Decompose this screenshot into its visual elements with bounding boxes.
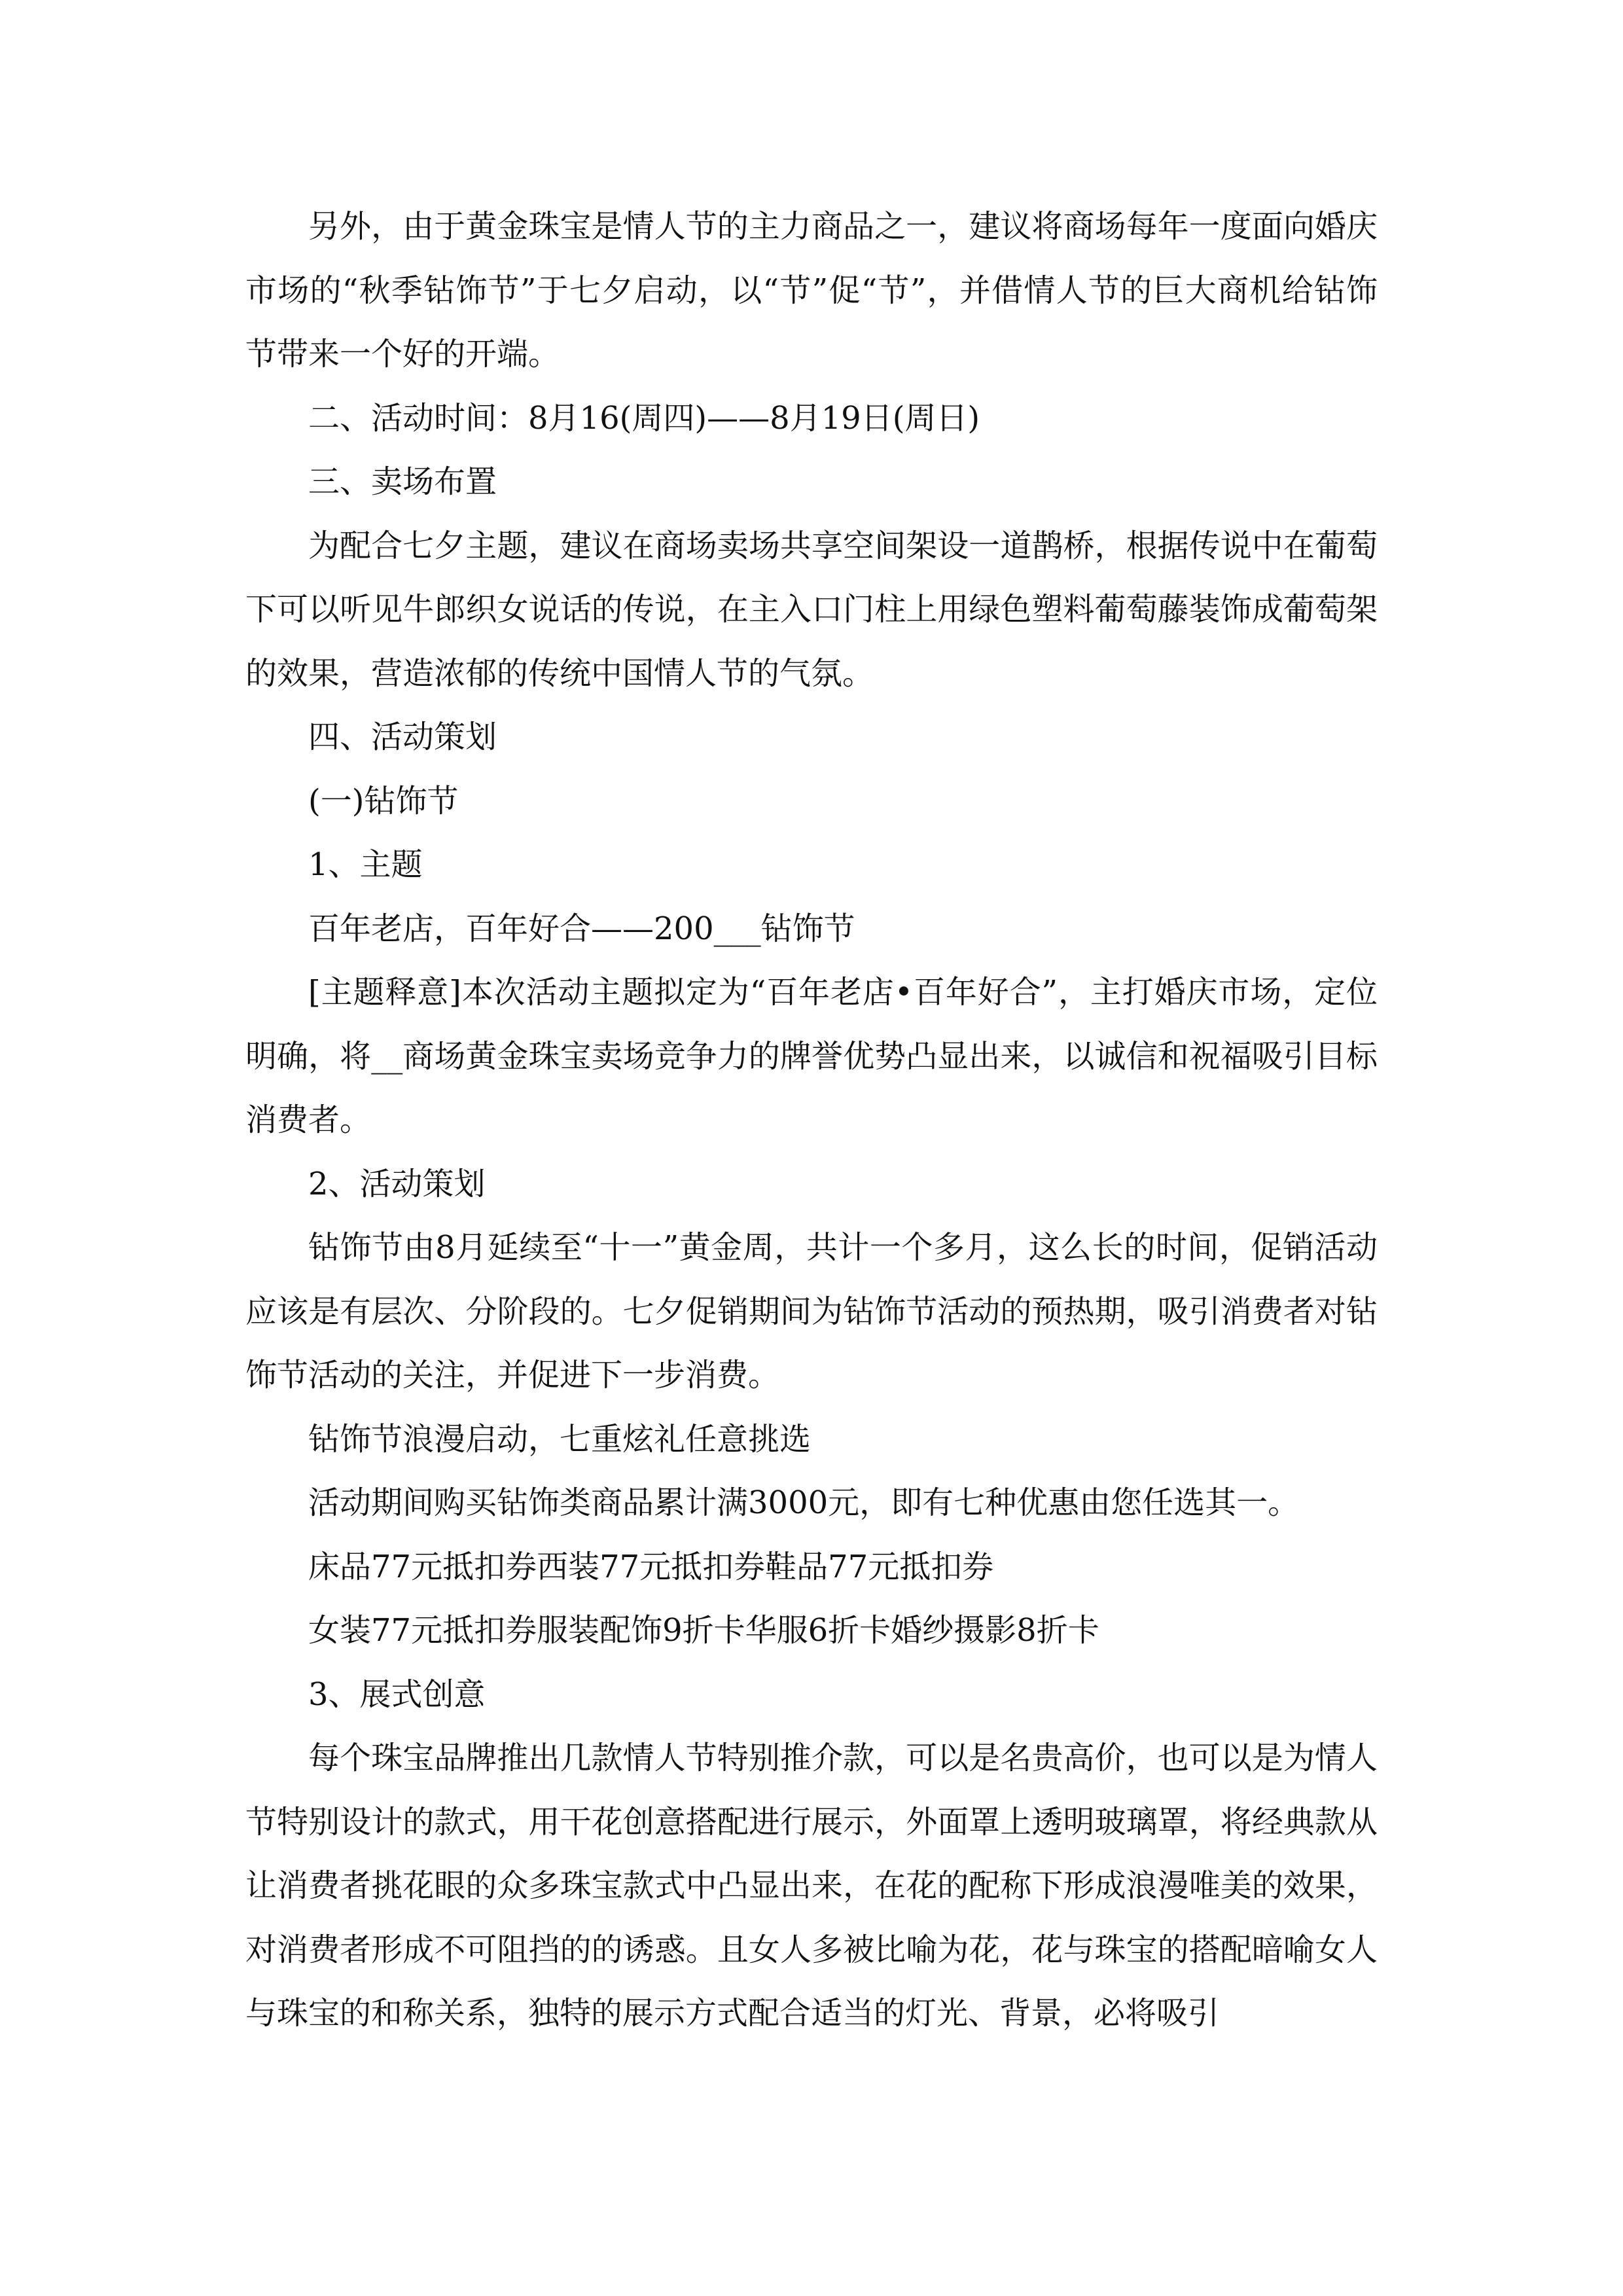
- paragraph-plan-detail: 钻饰节由8月延续至“十一”黄金周，共计一个多月，这么长的时间，促销活动应该是有层次、分阶段的。七夕促销期间为钻饰节活动的预热期，吸引消费者对钻饰节活动的关注，并促进下一步消费。: [245, 1229, 1378, 1393]
- paragraph-display-idea: 每个珠宝品牌推出几款情人节特别推介款，可以是名贵高价，也可以是为情人节特别设计的款式，用干花创意搭配进行展示，外面罩上透明玻璃罩，将经典款从让消费者挑花眼的众多珠宝款式中凸显出来，在花的配称下形成浪漫唯美的效果，对消费者形成不可阻挡的的诱惑。且女人多被比喻为花，花与珠宝的搭配暗喻女人与珠宝的和称关系，独特的展示方式配合适当的灯光、背景，必将吸引: [245, 1740, 1378, 2032]
- paragraph-intro: 另外，由于黄金珠宝是情人节的主力商品之一，建议将商场每年一度面向婚庆市场的“秋季钻饰节”于七夕启动，以“节”促“节”，并借情人节的巨大商机给钻饰节带来一个好的开端。: [245, 208, 1378, 372]
- heading-activity-time: 二、活动时间：8月16(周四)——8月19日(周日): [308, 399, 980, 437]
- heading-diamond-festival: (一)钻饰节: [308, 782, 459, 819]
- paragraph-coupons-1: 床品77元抵扣券西装77元抵扣券鞋品77元抵扣券: [308, 1548, 994, 1585]
- paragraph-coupons-2: 女装77元抵扣券服装配饰9折卡华服6折卡婚纱摄影8折卡: [308, 1612, 1099, 1649]
- document-body: [245, 195, 1378, 2046]
- paragraph-slogan: 钻饰节浪漫启动，七重炫礼任意挑选: [308, 1420, 812, 1458]
- heading-display-idea: 3、展式创意: [308, 1676, 486, 1713]
- paragraph-theme-title: 百年老店，百年好合——200___钻饰节: [308, 910, 855, 947]
- heading-plan-detail: 2、活动策划: [308, 1165, 486, 1202]
- heading-theme: 1、主题: [308, 846, 423, 883]
- heading-activity-plan: 四、活动策划: [308, 719, 497, 755]
- paragraph-theme-meaning: [主题释意]本次活动主题拟定为“百年老店•百年好合”，主打婚庆市场，定位明确，将__商场黄金珠宝卖场竞争力的牌誉优势凸显出来，以诚信和祝福吸引目标消费者。: [245, 974, 1378, 1138]
- heading-store-layout: 三、卖场布置: [308, 463, 497, 500]
- paragraph-layout: 为配合七夕主题，建议在商场卖场共享空间架设一道鹊桥，根据传说中在葡萄下可以听见牛郎织女说话的传说，在主入口门柱上用绿色塑料葡萄藤装饰成葡萄架的效果，营造浓郁的传统中国情人节的气氛。: [245, 527, 1378, 692]
- paragraph-offer: 活动期间购买钻饰类商品累计满3000元，即有七种优惠由您任选其一。: [308, 1484, 1300, 1521]
